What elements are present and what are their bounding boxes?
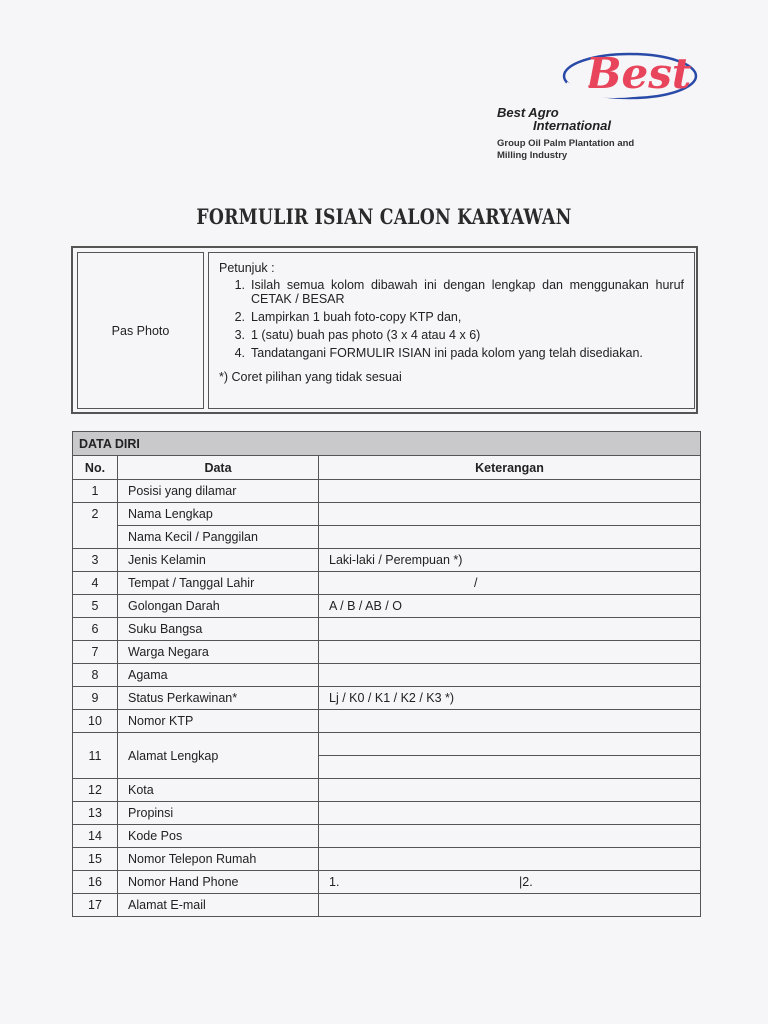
table-row (73, 595, 701, 618)
row-value-field[interactable] (319, 779, 701, 802)
row-value-field[interactable] (319, 871, 701, 894)
row-value-field[interactable] (319, 503, 701, 526)
row-value-field[interactable] (319, 664, 701, 687)
row-label: Alamat Lengkap (118, 733, 319, 779)
phone-1-label: 1. (329, 875, 340, 889)
row-label: Agama (118, 664, 319, 687)
row-label: Kota (118, 779, 319, 802)
row-value-field[interactable] (319, 526, 701, 549)
row-value-field[interactable]: Lj / K0 / K1 / K2 / K3 *) (319, 687, 701, 710)
form-title: FORMULIR ISIAN CALON KARYAWAN (196, 204, 572, 229)
row-value-field[interactable] (319, 710, 701, 733)
row-label: Propinsi (118, 802, 319, 825)
instructions-note: *) Coret pilihan yang tidak sesuai (219, 370, 402, 384)
instruction-item (219, 328, 684, 342)
instruction-text: 1 (satu) buah pas photo (3 x 4 atau 4 x 6) (251, 328, 481, 342)
row-value-field[interactable] (319, 618, 701, 641)
table-row (73, 710, 701, 733)
row-label: Status Perkawinan* (118, 687, 319, 710)
row-value-field[interactable] (319, 480, 701, 503)
instruction-text: Tandatangani FORMULIR ISIAN ini pada kolom yang telah disediakan. (251, 346, 643, 360)
header-no: No. (73, 456, 118, 480)
table-row (73, 618, 701, 641)
header-keterangan: Keterangan (319, 456, 701, 480)
table-row (73, 848, 701, 871)
instructions-list (219, 278, 684, 360)
row-value-field[interactable] (319, 641, 701, 664)
row-no: 9 (73, 687, 118, 710)
row-no: 15 (73, 848, 118, 871)
header-data: Data (118, 456, 319, 480)
personal-data-table (72, 431, 701, 917)
table-row (73, 641, 701, 664)
column-header-row (73, 456, 701, 480)
row-label: Tempat / Tanggal Lahir (118, 572, 319, 595)
table-row (73, 733, 701, 756)
row-no: 12 (73, 779, 118, 802)
row-label: Jenis Kelamin (118, 549, 319, 572)
table-row (73, 871, 701, 894)
row-label: Alamat E-mail (118, 894, 319, 917)
table-row (73, 802, 701, 825)
logo-text: Best (586, 49, 692, 98)
date-separator: / (474, 576, 478, 590)
table-row (73, 825, 701, 848)
row-no: 11 (73, 733, 118, 779)
row-no: 8 (73, 664, 118, 687)
company-tagline-line1: Group Oil Palm Plantation and (497, 138, 635, 149)
row-no: 17 (73, 894, 118, 917)
company-name-line1: Best Agro (497, 105, 559, 120)
row-no: 6 (73, 618, 118, 641)
row-value-field[interactable] (319, 894, 701, 917)
row-label: Suku Bangsa (118, 618, 319, 641)
row-label: Kode Pos (118, 825, 319, 848)
row-label: Warga Negara (118, 641, 319, 664)
table-row (73, 549, 701, 572)
row-label: Nomor Hand Phone (118, 871, 319, 894)
instruction-num: 2. (234, 310, 245, 324)
row-no: 1 (73, 480, 118, 503)
instruction-text: Lampirkan 1 buah foto-copy KTP dan, (251, 310, 462, 324)
instruction-item (219, 278, 684, 306)
table-row (73, 687, 701, 710)
company-name-line2: International (533, 118, 612, 133)
instruction-panel (71, 246, 698, 414)
row-no: 10 (73, 710, 118, 733)
instruction-text: Isilah semua kolom dibawah ini dengan lengkap dan menggunakan huruf CETAK / BESAR (251, 278, 684, 306)
instruction-item (219, 310, 684, 324)
instruction-num: 4. (234, 346, 245, 360)
table-row (73, 779, 701, 802)
row-no: 2 (73, 503, 118, 549)
table-row (73, 480, 701, 503)
row-label: Nama Lengkap (118, 503, 319, 526)
row-value-field-2[interactable] (319, 756, 701, 779)
row-value-field[interactable] (319, 848, 701, 871)
instruction-item (219, 346, 684, 360)
row-no: 13 (73, 802, 118, 825)
table-row (73, 503, 701, 526)
row-value-field[interactable]: A / B / AB / O (319, 595, 701, 618)
row-label: Nomor Telepon Rumah (118, 848, 319, 871)
section-header-row (73, 432, 701, 456)
row-no: 3 (73, 549, 118, 572)
row-no: 14 (73, 825, 118, 848)
instructions-heading: Petunjuk : (219, 261, 275, 275)
row-no: 16 (73, 871, 118, 894)
row-value-field[interactable] (319, 825, 701, 848)
row-value-field[interactable] (319, 572, 701, 595)
table-row (73, 894, 701, 917)
row-label: Nomor KTP (118, 710, 319, 733)
instructions-box (208, 252, 695, 409)
table-row (73, 572, 701, 595)
section-title: DATA DIRI (73, 432, 701, 456)
table-row (73, 664, 701, 687)
instruction-num: 1. (234, 278, 245, 292)
row-no: 7 (73, 641, 118, 664)
row-value-field[interactable]: Laki-laki / Perempuan *) (319, 549, 701, 572)
phone-2-label: |2. (519, 875, 533, 889)
row-no: 5 (73, 595, 118, 618)
table-row (73, 526, 701, 549)
row-label: Golongan Darah (118, 595, 319, 618)
instruction-num: 3. (234, 328, 245, 342)
row-value-field[interactable] (319, 733, 701, 756)
photo-box (77, 252, 204, 409)
company-tagline-line2: Milling Industry (497, 150, 568, 161)
best-logo (560, 44, 700, 104)
row-no: 4 (73, 572, 118, 595)
row-label: Nama Kecil / Panggilan (118, 526, 319, 549)
photo-label: Pas Photo (111, 323, 170, 338)
company-info (497, 106, 717, 162)
row-value-field[interactable] (319, 802, 701, 825)
row-label: Posisi yang dilamar (118, 480, 319, 503)
